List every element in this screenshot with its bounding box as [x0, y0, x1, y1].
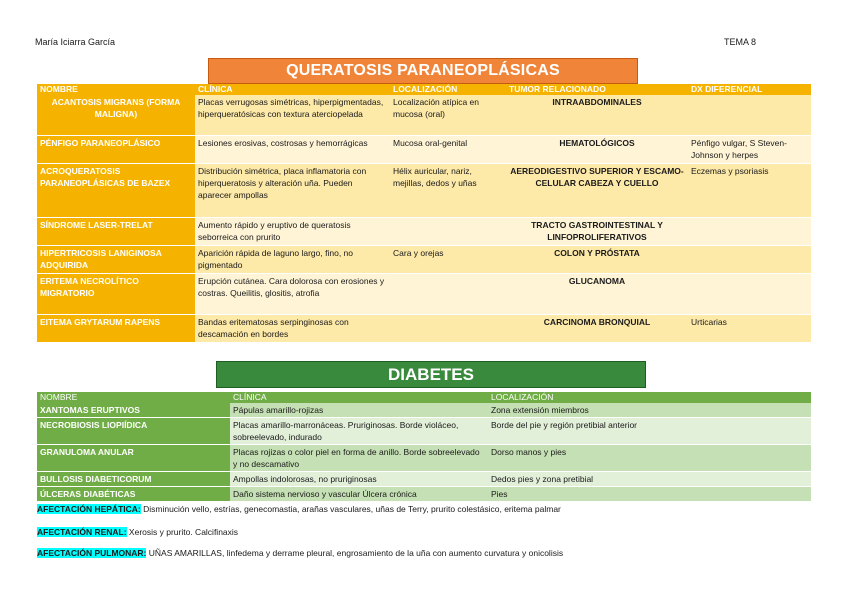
- table-row: [37, 403, 811, 418]
- row-clinica: Aparición rápida de laguno largo, fino, no pigmentado: [195, 245, 390, 273]
- table-row: [37, 445, 811, 472]
- note-pulmonar: [37, 548, 563, 558]
- row-localizacion: Borde del pie y región pretibial anterior: [488, 418, 811, 445]
- col-header-localizacion: LOCALIZACIÓN: [390, 84, 506, 95]
- diabetes-table: [37, 392, 811, 502]
- col-header-dx: DX DIFERENCIAL: [688, 84, 811, 95]
- table-row: [37, 487, 811, 502]
- row-clinica: Placas amarillo-marronáceas. Pruriginosas. Borde violáceo, sobreelevado, indurado: [230, 418, 488, 445]
- row-tumor: COLON Y PRÓSTATA: [506, 245, 688, 273]
- table-row: [37, 163, 811, 217]
- row-clinica: Aumento rápido y eruptivo de queratosis seborreica con prurito: [195, 217, 390, 245]
- row-clinica: Placas rojizas o color piel en forma de anillo. Borde sobreelevado y no descamativo: [230, 445, 488, 472]
- row-localizacion: [390, 217, 506, 245]
- row-name: BULLOSIS DIABETICORUM: [37, 472, 230, 487]
- row-clinica: Distribución simétrica, placa inflamatoria con hiperqueratosis y alteración uña. Pueden aparecer ampollas: [195, 163, 390, 217]
- note-label: AFECTACIÓN HEPÁTICA:: [37, 504, 141, 514]
- row-localizacion: Pies: [488, 487, 811, 502]
- table-row: [37, 273, 811, 314]
- row-clinica: Placas verrugosas simétricas, hiperpigmentadas, hiperqueratósicas con textura aterciopelada: [195, 95, 390, 135]
- author-name: María Iciarra García: [35, 37, 116, 47]
- row-name: PÉNFIGO PARANEOPLÁSICO: [37, 135, 195, 163]
- row-name: XANTOMAS ERUPTIVOS: [37, 403, 230, 418]
- table-row: [37, 472, 811, 487]
- row-tumor: CARCINOMA BRONQUIAL: [506, 314, 688, 342]
- table-row: [37, 418, 811, 445]
- row-tumor: TRACTO GASTROINTESTINAL Y LINFOPROLIFERATIVOS: [506, 217, 688, 245]
- row-name: HIPERTRICOSIS LANIGINOSA ADQUIRIDA: [37, 245, 195, 273]
- table-row: [37, 245, 811, 273]
- row-tumor: AEREODIGESTIVO SUPERIOR Y ESCAMO-CELULAR CABEZA Y CUELLO: [506, 163, 688, 217]
- table-row: [37, 217, 811, 245]
- row-clinica: Bandas eritematosas serpinginosas con descamación en bordes: [195, 314, 390, 342]
- col-header-localizacion: LOCALIZACIÓN: [488, 392, 811, 403]
- row-clinica: Daño sistema nervioso y vascular Úlcera crónica: [230, 487, 488, 502]
- row-localizacion: [390, 314, 506, 342]
- row-clinica: Erupción cutánea. Cara dolorosa con erosiones y costras. Queilitis, glositis, atrofia: [195, 273, 390, 314]
- col-header-nombre: NOMBRE: [37, 84, 195, 95]
- row-dx: Urticarias: [688, 314, 811, 342]
- row-localizacion: Zona extensión miembros: [488, 403, 811, 418]
- row-localizacion: Cara y orejas: [390, 245, 506, 273]
- row-tumor: GLUCANOMA: [506, 273, 688, 314]
- queratosis-table: [37, 84, 811, 343]
- row-dx: [688, 245, 811, 273]
- row-localizacion: Dorso manos y pies: [488, 445, 811, 472]
- row-dx: [688, 217, 811, 245]
- table-header-row: [37, 392, 811, 403]
- row-name: NECROBIOSIS LIOPIÍDICA: [37, 418, 230, 445]
- table-row: [37, 95, 811, 135]
- row-name: GRANULOMA ANULAR: [37, 445, 230, 472]
- row-localizacion: Hélix auricular, nariz, mejillas, dedos y uñas: [390, 163, 506, 217]
- table-header-row: [37, 84, 811, 95]
- table-row: [37, 135, 811, 163]
- note-text: Disminución vello, estrías, genecomastia, arañas vasculares, uñas de Terry, prurito colestásico, eritema palmar: [140, 504, 561, 514]
- note-hepatica: [37, 504, 561, 514]
- note-text: Xerosis y prurito. Calcifinaxis: [126, 527, 239, 537]
- row-name: ÚLCERAS DIABÉTICAS: [37, 487, 230, 502]
- row-name: ACANTOSIS MIGRANS (FORMA MALIGNA): [37, 95, 195, 135]
- row-tumor: INTRAABDOMINALES: [506, 95, 688, 135]
- note-renal: [37, 527, 238, 537]
- row-localizacion: Mucosa oral-genital: [390, 135, 506, 163]
- row-localizacion: [390, 273, 506, 314]
- queratosis-title: QUERATOSIS PARANEOPLÁSICAS: [208, 58, 638, 84]
- row-name: ACROQUERATOSIS PARANEOPLÁSICAS DE BAZEX: [37, 163, 195, 217]
- row-dx: [688, 273, 811, 314]
- row-name: ERITEMA NECROLÍTICO MIGRATORIO: [37, 273, 195, 314]
- note-label: AFECTACIÓN RENAL:: [37, 527, 127, 537]
- col-header-clinica: CLÍNICA: [230, 392, 488, 403]
- diabetes-title: DIABETES: [216, 361, 646, 388]
- col-header-nombre: NOMBRE: [37, 392, 230, 403]
- row-name: EITEMA GRYTARUM RAPENS: [37, 314, 195, 342]
- row-clinica: Lesiones erosivas, costrosas y hemorrágicas: [195, 135, 390, 163]
- row-clinica: Pápulas amarillo-rojizas: [230, 403, 488, 418]
- row-dx: Pénfigo vulgar, S Steven-Johnson y herpes: [688, 135, 811, 163]
- col-header-tumor: TUMOR RELACIONADO: [506, 84, 688, 95]
- row-dx: Eczemas y psoriasis: [688, 163, 811, 217]
- col-header-clinica: CLÍNICA: [195, 84, 390, 95]
- row-dx: [688, 95, 811, 135]
- topic-label: TEMA 8: [724, 37, 757, 47]
- note-text: UÑAS AMARILLAS, linfedema y derrame pleural, engrosamiento de la uña con aumento curvatura y onicolisis: [146, 548, 564, 558]
- row-clinica: Ampollas indolorosas, no pruriginosas: [230, 472, 488, 487]
- row-localizacion: Localización atípica en mucosa (oral): [390, 95, 506, 135]
- row-tumor: HEMATOLÓGICOS: [506, 135, 688, 163]
- row-localizacion: Dedos pies y zona pretibial: [488, 472, 811, 487]
- note-label: AFECTACIÓN PULMONAR:: [37, 548, 147, 558]
- table-row: [37, 314, 811, 342]
- row-name: SÍNDROME LASER-TRELAT: [37, 217, 195, 245]
